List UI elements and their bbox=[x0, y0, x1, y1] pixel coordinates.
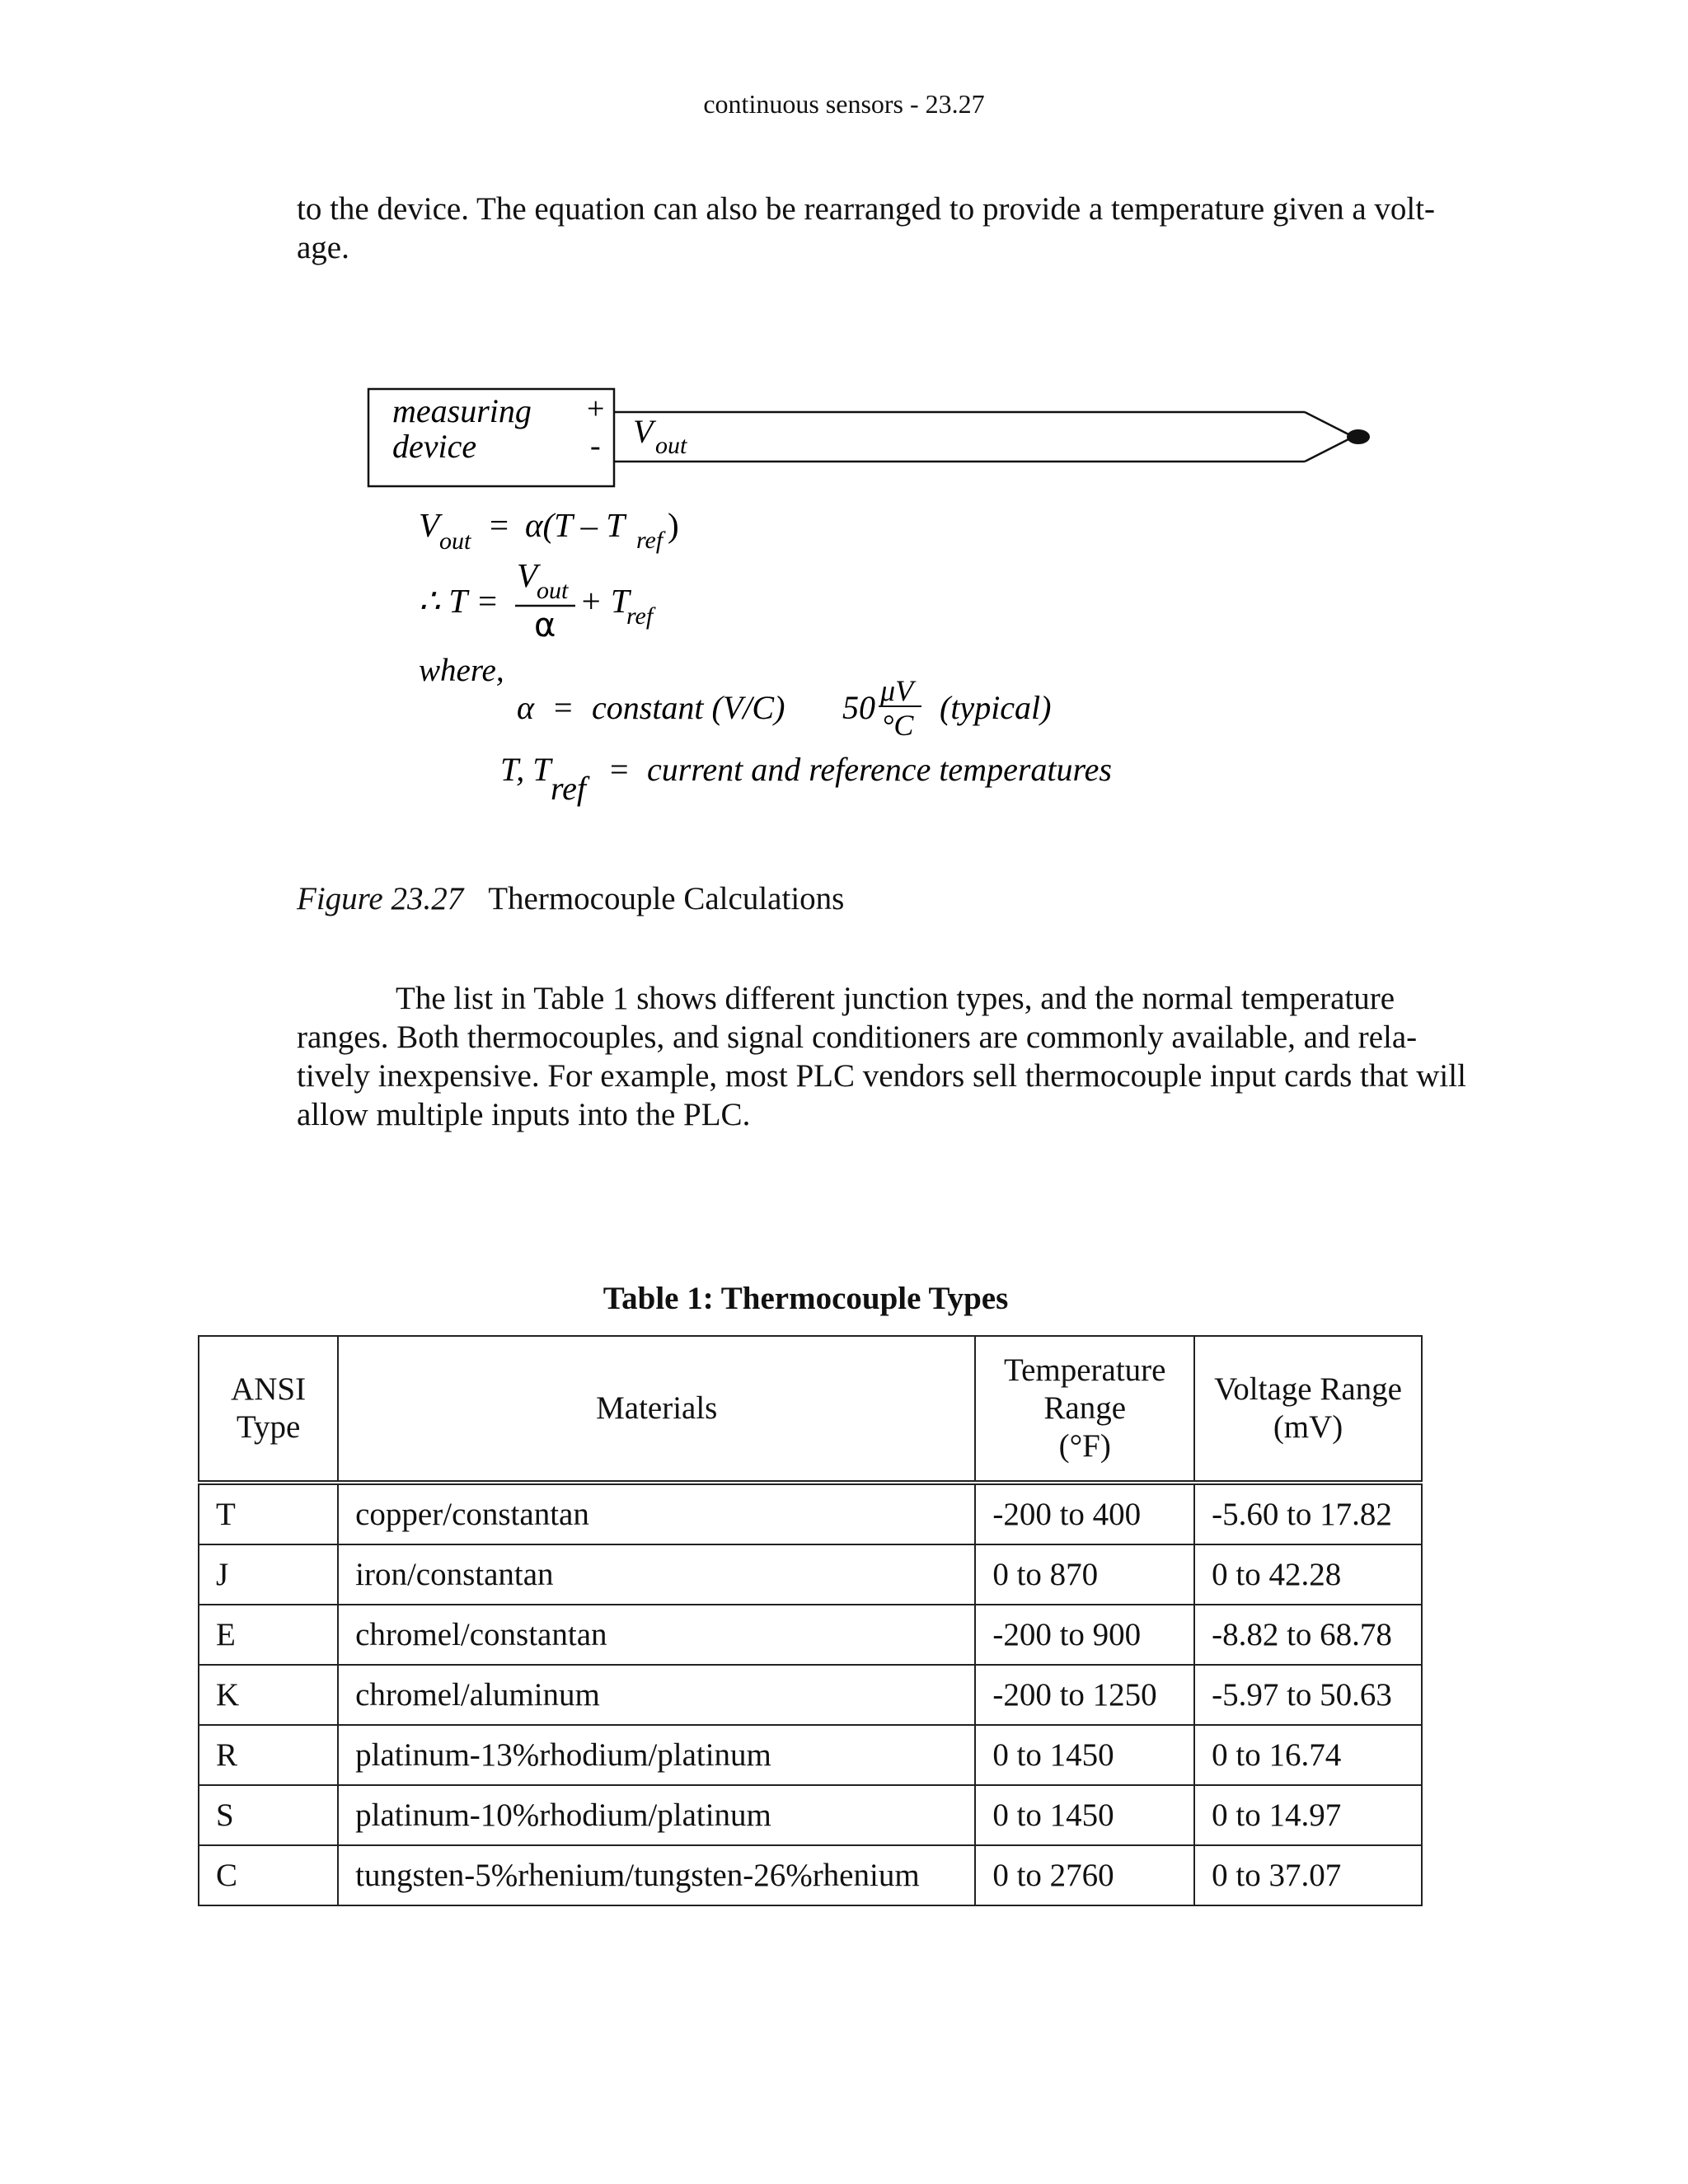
table-row bbox=[199, 1845, 1422, 1905]
alpha-symbol: α bbox=[517, 689, 534, 726]
thermocouple-table bbox=[198, 1335, 1423, 1906]
alpha-definition: constant (V/C) bbox=[592, 689, 785, 726]
cell-type: R bbox=[199, 1725, 338, 1785]
cell-materials: platinum-10%rhodium/platinum bbox=[338, 1785, 975, 1845]
table-title: Table 1: Thermocouple Types bbox=[603, 1281, 1009, 1316]
cell-temperature: 0 to 870 bbox=[975, 1544, 1194, 1605]
cell-materials: platinum-13%rhodium/platinum bbox=[338, 1725, 975, 1785]
wire-top-junction bbox=[1305, 412, 1353, 437]
alpha-equals: = bbox=[554, 689, 573, 726]
eq2-equals: = bbox=[478, 582, 498, 620]
alpha-typical-value: 50 bbox=[842, 689, 875, 726]
eq2-sub: ref bbox=[626, 602, 654, 630]
header-temp-line3: (°F) bbox=[1058, 1428, 1111, 1464]
alpha-typical-note: (typical) bbox=[940, 689, 1052, 726]
cell-materials: tungsten-5%rhenium/tungsten-26%rhenium bbox=[338, 1845, 975, 1905]
eq1-v-sub: out bbox=[439, 527, 471, 555]
figure-caption bbox=[297, 880, 844, 917]
temps-definition: current and reference temperatures bbox=[647, 751, 1112, 788]
cell-type: J bbox=[199, 1544, 338, 1605]
thermocouple-diagram bbox=[0, 0, 1688, 865]
eq1-rhs: α(T – T bbox=[525, 506, 626, 544]
junction-dot bbox=[1347, 429, 1370, 444]
paragraph-intro: to the device. The equation can also be rearranged to provide a temperature given a volt-age. bbox=[297, 191, 1436, 265]
eq1-close: ) bbox=[668, 506, 679, 544]
plus-terminal: + bbox=[587, 391, 605, 426]
table-row bbox=[199, 1605, 1422, 1665]
figure-title: Thermocouple Calculations bbox=[488, 881, 845, 916]
device-label-line2: device bbox=[392, 428, 477, 465]
minus-terminal: - bbox=[590, 429, 601, 463]
paragraph-table-intro bbox=[297, 979, 1467, 1134]
header-temp-line1: Temperature bbox=[1003, 1352, 1166, 1388]
eq2-num-sub: out bbox=[537, 577, 569, 604]
figure-number: Figure 23.27 bbox=[297, 881, 464, 916]
table-header-row bbox=[199, 1336, 1422, 1483]
where-label: where, bbox=[419, 653, 504, 688]
eq1-rhs-sub: ref bbox=[636, 527, 663, 554]
cell-type: C bbox=[199, 1845, 338, 1905]
cell-temperature: 0 to 1450 bbox=[975, 1725, 1194, 1785]
header-ansi-line1: ANSI bbox=[231, 1371, 307, 1407]
alpha-unit-den: °C bbox=[882, 709, 914, 742]
header-voltage-line2: (mV) bbox=[1273, 1409, 1343, 1445]
cell-temperature: 0 to 2760 bbox=[975, 1845, 1194, 1905]
paragraph-table-intro-text: The list in Table 1 shows different junction types, and the normal temperature ranges. Both thermocouples, and signal conditioners are commonly available, and rela-tively inexpensive. For example, most PLC vendors sell thermocouple input cards that will allow multiple inputs into the PLC. bbox=[297, 981, 1466, 1132]
cell-voltage: -5.97 to 50.63 bbox=[1194, 1665, 1422, 1725]
cell-type: S bbox=[199, 1785, 338, 1845]
header-ansi-type bbox=[199, 1336, 338, 1483]
temps-lhs-sub: ref bbox=[551, 770, 586, 807]
cell-voltage: 0 to 14.97 bbox=[1194, 1785, 1422, 1845]
cell-materials: chromel/constantan bbox=[338, 1605, 975, 1665]
header-voltage-range bbox=[1194, 1336, 1422, 1483]
eq2-plus: + T bbox=[579, 582, 630, 620]
wire-bottom-junction bbox=[1305, 437, 1353, 462]
eq2-num-v: V bbox=[517, 556, 538, 594]
vout-label-sub: out bbox=[655, 432, 687, 459]
table-row bbox=[199, 1725, 1422, 1785]
header-temperature-range bbox=[975, 1336, 1194, 1483]
header-ansi-line2: Type bbox=[236, 1409, 301, 1445]
vout-label: V bbox=[633, 413, 654, 450]
page-header: continuous sensors - 23.27 bbox=[703, 89, 985, 119]
table-row bbox=[199, 1785, 1422, 1845]
cell-voltage: 0 to 42.28 bbox=[1194, 1544, 1422, 1605]
header-temp-line2: Range bbox=[1043, 1390, 1127, 1426]
cell-materials: chromel/aluminum bbox=[338, 1665, 975, 1725]
cell-voltage: 0 to 37.07 bbox=[1194, 1845, 1422, 1905]
device-label-line1: measuring bbox=[392, 392, 532, 429]
table-row bbox=[199, 1665, 1422, 1725]
table-row bbox=[199, 1544, 1422, 1605]
cell-voltage: -5.60 to 17.82 bbox=[1194, 1483, 1422, 1544]
eq2-den: α bbox=[534, 607, 556, 644]
cell-temperature: -200 to 400 bbox=[975, 1483, 1194, 1544]
header-materials-line1: Materials bbox=[596, 1390, 718, 1426]
eq2-lhs: ∴ T bbox=[419, 582, 468, 620]
cell-temperature: -200 to 1250 bbox=[975, 1665, 1194, 1725]
cell-voltage: 0 to 16.74 bbox=[1194, 1725, 1422, 1785]
cell-type: E bbox=[199, 1605, 338, 1665]
header-voltage-line1: Voltage Range bbox=[1214, 1371, 1402, 1407]
cell-type: T bbox=[199, 1483, 338, 1544]
eq1-equals: = bbox=[490, 506, 509, 544]
cell-temperature: -200 to 900 bbox=[975, 1605, 1194, 1665]
cell-temperature: 0 to 1450 bbox=[975, 1785, 1194, 1845]
eq1-v: V bbox=[419, 506, 440, 544]
cell-voltage: -8.82 to 68.78 bbox=[1194, 1605, 1422, 1665]
header-materials bbox=[338, 1336, 975, 1483]
cell-materials: iron/constantan bbox=[338, 1544, 975, 1605]
alpha-unit-num: μV bbox=[880, 674, 914, 707]
temps-equals: = bbox=[610, 751, 629, 788]
cell-type: K bbox=[199, 1665, 338, 1725]
table-row bbox=[199, 1483, 1422, 1544]
cell-materials: copper/constantan bbox=[338, 1483, 975, 1544]
temps-lhs: T, T bbox=[500, 751, 551, 788]
